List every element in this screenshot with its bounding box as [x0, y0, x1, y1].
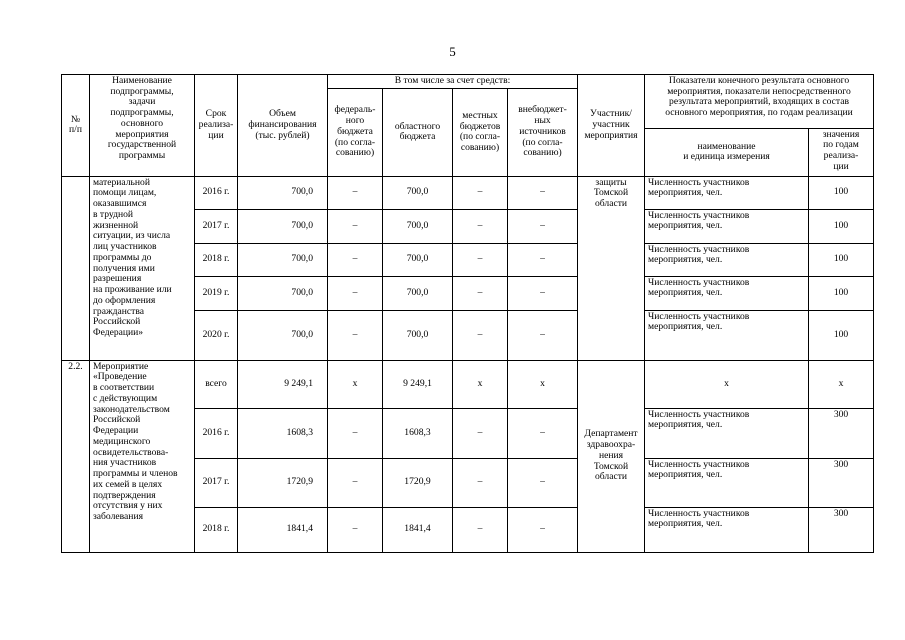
row-volume: 700,0 — [238, 209, 328, 243]
row-num: 2.2. — [62, 360, 90, 552]
row-volume: 700,0 — [238, 310, 328, 360]
row-regional: 1608,3 — [383, 408, 453, 458]
row-federal: – — [328, 243, 383, 276]
header-participant: Участник/ участник мероприятия — [578, 75, 645, 177]
row-name: материальной помощи лицам, оказавшимся в трудной жизненной ситуации, из числа лиц участников программы до получения ими разрешения на проживание или до оформления гражданства Российской Федерации» — [90, 176, 195, 360]
row-regional: 1841,4 — [383, 507, 453, 552]
row-extra: – — [508, 209, 578, 243]
row-indicator-name: Численность участников мероприятия, чел. — [645, 209, 809, 243]
row-federal: – — [328, 507, 383, 552]
row-indicator-value: 100 — [809, 276, 874, 310]
header-extra: внебюджет- ных источников (по согла- сованию) — [508, 88, 578, 176]
row-extra: – — [508, 458, 578, 507]
row-extra: х — [508, 360, 578, 408]
row-regional: 700,0 — [383, 243, 453, 276]
row-year: 2019 г. — [195, 276, 238, 310]
row-indicator-name: Численность участников мероприятия, чел. — [645, 408, 809, 458]
row-indicator-name: Численность участников мероприятия, чел. — [645, 507, 809, 552]
row-indicator-value: 100 — [809, 209, 874, 243]
row-regional: 9 249,1 — [383, 360, 453, 408]
header-indicator-name: наименование и единица измерения — [645, 128, 809, 176]
row-indicator-name: х — [645, 360, 809, 408]
table-row — [62, 360, 874, 408]
row-regional: 700,0 — [383, 310, 453, 360]
row-local: – — [453, 243, 508, 276]
row-federal: – — [328, 310, 383, 360]
row-extra: – — [508, 310, 578, 360]
row-federal: – — [328, 276, 383, 310]
row-local: – — [453, 310, 508, 360]
row-extra: – — [508, 243, 578, 276]
program-table — [61, 74, 874, 553]
header-name: Наименование подпрограммы, задачи подпрограммы, основного мероприятия государственной программы — [90, 75, 195, 177]
row-year: 2017 г. — [195, 458, 238, 507]
row-indicator-value: 100 — [809, 176, 874, 209]
row-indicator-name: Численность участников мероприятия, чел. — [645, 243, 809, 276]
header-local: местных бюджетов (по согла- сованию) — [453, 88, 508, 176]
row-participant: Департамент здравоохра- нения Томской области — [578, 360, 645, 552]
row-indicator-value: 300 — [809, 408, 874, 458]
row-name: Мероприятие «Проведение в соответствии с действующим законодательством Российской Федерации медицинского освидетельствова- ния участников программы и членов их семей в целях подтверждения отсутствия у них заболевания — [90, 360, 195, 552]
header-volume: Объем финансирования (тыс. рублей) — [238, 75, 328, 177]
row-federal: – — [328, 209, 383, 243]
header-indicator-values: значения по годам реализа- ции — [809, 128, 874, 176]
row-indicator-value: х — [809, 360, 874, 408]
header-federal: федераль- ного бюджета (по согла- сованию) — [328, 88, 383, 176]
row-num — [62, 176, 90, 360]
row-regional: 700,0 — [383, 276, 453, 310]
row-indicator-value: 300 — [809, 458, 874, 507]
row-volume: 9 249,1 — [238, 360, 328, 408]
row-local: х — [453, 360, 508, 408]
row-local: – — [453, 209, 508, 243]
page-number: 5 — [449, 44, 456, 59]
table-row — [62, 176, 874, 209]
row-regional: 700,0 — [383, 176, 453, 209]
row-federal: – — [328, 176, 383, 209]
row-volume: 700,0 — [238, 276, 328, 310]
row-year: 2018 г. — [195, 243, 238, 276]
row-local: – — [453, 408, 508, 458]
row-regional: 700,0 — [383, 209, 453, 243]
row-local: – — [453, 507, 508, 552]
row-federal: х — [328, 360, 383, 408]
row-extra: – — [508, 408, 578, 458]
header-num: № п/п — [62, 75, 90, 177]
row-year: 2016 г. — [195, 408, 238, 458]
row-extra: – — [508, 507, 578, 552]
row-volume: 1720,9 — [238, 458, 328, 507]
row-local: – — [453, 176, 508, 209]
row-year: всего — [195, 360, 238, 408]
row-volume: 700,0 — [238, 176, 328, 209]
row-indicator-name: Численность участников мероприятия, чел. — [645, 176, 809, 209]
header-indicators: Показатели конечного результата основного мероприятия, показатели непосредственного результата мероприятий, входящих в состав основного мероприятия, по годам реализации — [645, 75, 874, 129]
row-indicator-value: 300 — [809, 507, 874, 552]
header-including: В том числе за счет средств: — [328, 75, 578, 89]
row-federal: – — [328, 458, 383, 507]
row-year: 2018 г. — [195, 507, 238, 552]
row-participant: защиты Томской области — [578, 176, 645, 360]
row-local: – — [453, 276, 508, 310]
row-indicator-name: Численность участников мероприятия, чел. — [645, 310, 809, 360]
row-extra: – — [508, 176, 578, 209]
row-indicator-name: Численность участников мероприятия, чел. — [645, 276, 809, 310]
row-volume: 700,0 — [238, 243, 328, 276]
row-volume: 1841,4 — [238, 507, 328, 552]
row-volume: 1608,3 — [238, 408, 328, 458]
header-regional: областного бюджета — [383, 88, 453, 176]
row-indicator-value: 100 — [809, 243, 874, 276]
header-term: Срок реализа- ции — [195, 75, 238, 177]
row-regional: 1720,9 — [383, 458, 453, 507]
row-extra: – — [508, 276, 578, 310]
row-local: – — [453, 458, 508, 507]
row-year: 2016 г. — [195, 176, 238, 209]
row-indicator-name: Численность участников мероприятия, чел. — [645, 458, 809, 507]
row-year: 2017 г. — [195, 209, 238, 243]
row-year: 2020 г. — [195, 310, 238, 360]
row-federal: – — [328, 408, 383, 458]
row-indicator-value: 100 — [809, 310, 874, 360]
